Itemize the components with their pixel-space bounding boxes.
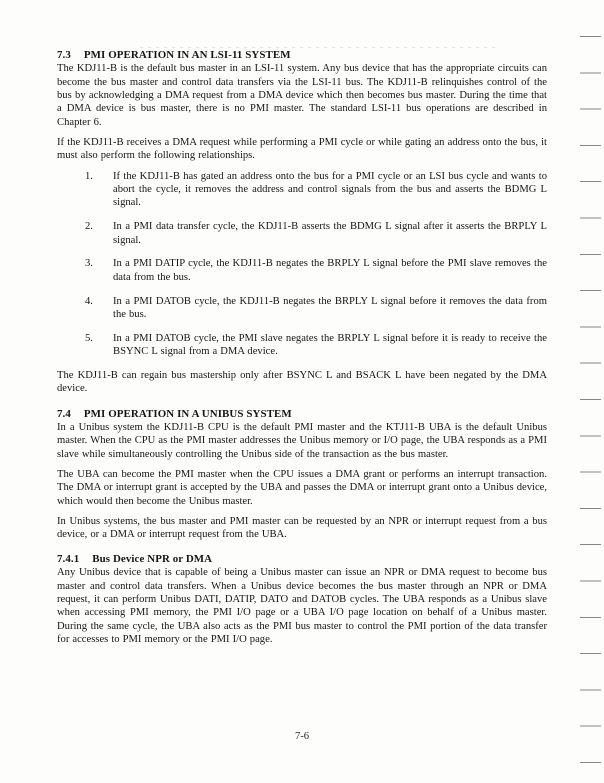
page-content: [57, 49, 547, 653]
list-item-text: If the KDJ11-B has gated an address onto the bus for a PMI cycle or an LSI bus cycle and wants to abort the cycle, it removes the address and control signals from the bus and asserts the BDMG L signal.: [113, 170, 547, 209]
list-item-number: 5.: [85, 332, 93, 344]
list-item: [57, 257, 547, 284]
list-item-text: In a PMI DATOB cycle, the KDJ11-B negates the BRPLY L signal before it removes the data from the bus.: [113, 295, 547, 320]
binder-edge-marks: [580, 36, 601, 764]
paragraph: The KDJ11-B is the default bus master in an LSI-11 system. Any bus device that has the appropriate circuits can become the bus master and control data transfers via the LSI-11 bus. The KDJ11-B relinquishes control of the bus by acknowledging a DMA request from a DMA device which then becomes bus master. During the time that a DMA device is bus master, there is no PMI master. The standard LSI-11 bus operations are described in Chapter 6.: [57, 63, 547, 128]
list-item-text: In a PMI data transfer cycle, the KDJ11-B asserts the BDMG L signal after it asserts the BRPLY L signal.: [113, 221, 547, 246]
section-heading-7-4-1: [57, 553, 547, 566]
list-item-number: 1.: [85, 170, 93, 182]
section-title: PMI OPERATION IN AN LSI-11 SYSTEM: [83, 49, 291, 61]
list-item-text: In a PMI DATIP cycle, the KDJ11-B negates the BRPLY L signal before the PMI slave removes the data from the bus.: [113, 258, 547, 283]
numbered-list: [57, 170, 547, 359]
paragraph: In Unibus systems, the bus master and PMI master can be requested by an NPR or interrupt request from a bus device, or a DMA or interrupt request from the UBA.: [57, 516, 547, 541]
list-item: [57, 220, 547, 247]
list-item-number: 3.: [85, 258, 93, 270]
section-title: PMI OPERATION IN A UNIBUS SYSTEM: [83, 407, 292, 420]
section-number: 7.3: [57, 49, 71, 61]
section-number: 7.4.1: [57, 552, 80, 565]
list-item: [57, 332, 547, 359]
paragraph: Any Unibus device that is capable of being a Unibus master can issue an NPR or DMA request to become bus master and control data transfers. When a Unibus device becomes the bus master through an NPR or DMA request, it can perform Unibus DATI, DATIP, DATO and DATOB cycles. The UBA responds as a Unibus slave when accessing PMI memory, the PMI I/O page or a UBA I/O page location on behalf of a Unibus master. During the same cycle, the UBA also acts as the PMI bus master to control the PMI portion of the data transfer for accesses to PMI memory or the PMI I/O page.: [57, 567, 547, 645]
section-heading-7-3: [57, 49, 547, 62]
list-item: [57, 170, 547, 210]
section-heading-7-4: [57, 408, 547, 421]
list-item-number: 4.: [85, 295, 93, 307]
list-item-text: In a PMI DATOB cycle, the PMI slave negates the BRPLY L signal before it is ready to receive the BSYNC L signal from a DMA device.: [113, 332, 547, 358]
paragraph: The KDJ11-B can regain bus mastership only after BSYNC L and BSACK L have been negated by the DMA device.: [57, 370, 547, 395]
paragraph: The UBA can become the PMI master when the CPU issues a DMA grant or performs an interrupt transaction. The DMA or interrupt grant is accepted by the UBA and passes the DMA or interrupt grant onto a Unibus device, which would then become the Unibus master.: [57, 469, 547, 507]
section-title: Bus Device NPR or DMA: [92, 552, 213, 565]
list-item: [57, 295, 547, 322]
section-number: 7.4: [57, 407, 71, 420]
list-item-number: 2.: [85, 221, 93, 233]
page-number: 7-6: [294, 731, 310, 742]
paragraph: If the KDJ11-B receives a DMA request while performing a PMI cycle or while gating an address onto the bus, it must also perform the following relationships.: [57, 137, 547, 162]
scan-artifact-line: [140, 47, 500, 48]
paragraph: In a Unibus system the KDJ11-B CPU is the default PMI master and the KTJ11-B UBA is the default Unibus master. When the CPU as the PMI master addresses the Unibus memory or I/O page, the UBA responds as a PMI slave while simultaneously controlling the Unibus side of the transaction as the bus master.: [57, 422, 547, 460]
